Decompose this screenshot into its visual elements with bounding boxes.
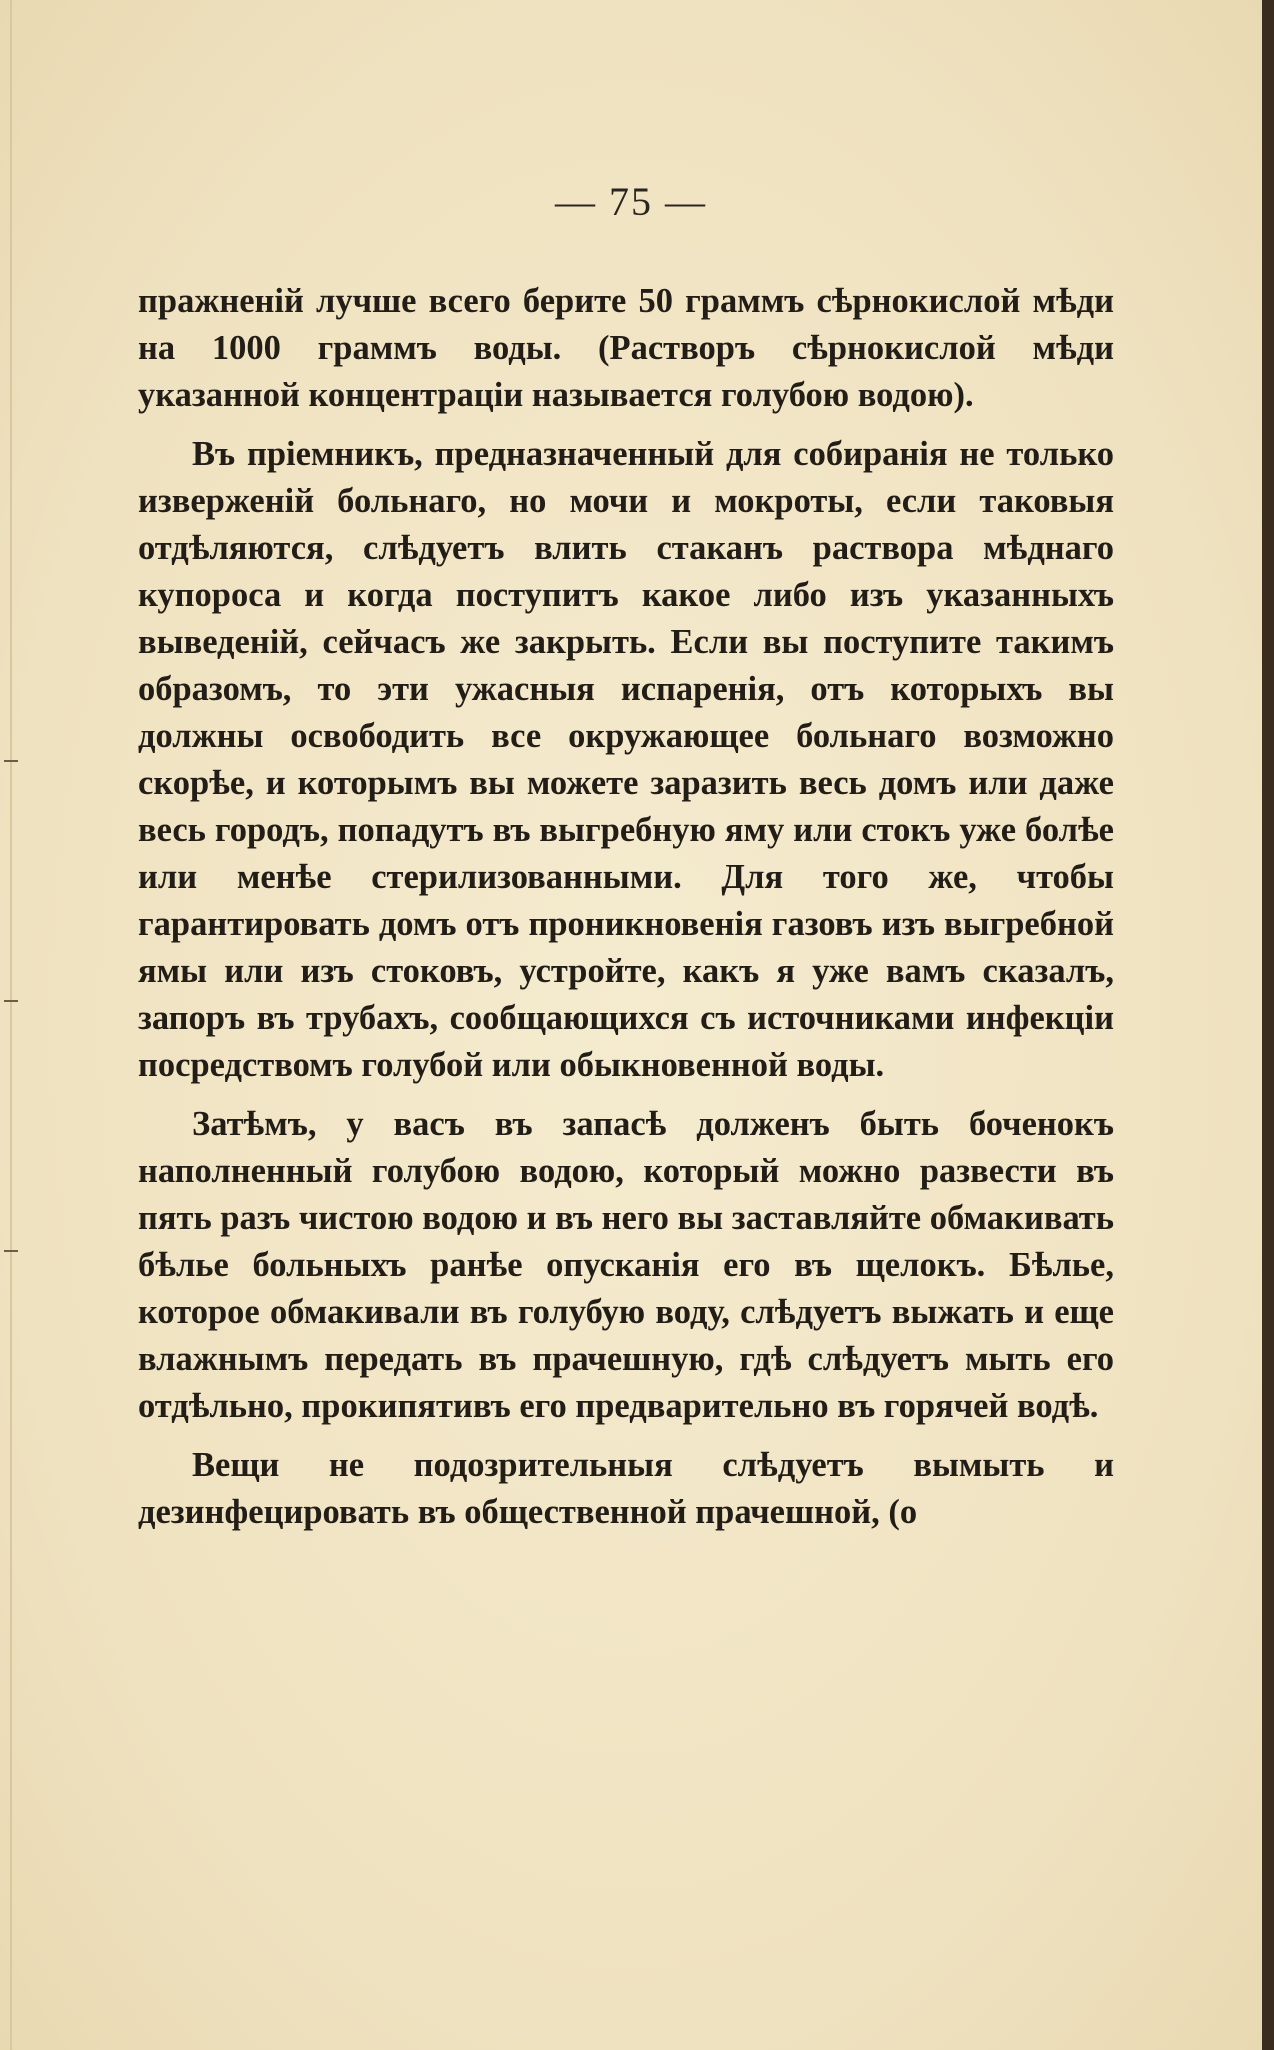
paragraph: Затѣмъ, у васъ въ запасѣ долженъ быть боченокъ наполненный голубою водою, который можно развести въ пять разъ чистою водою и въ него вы заставляйте обмакивать бѣлье больныхъ ранѣе опусканія его въ щелокъ. Бѣлье, которое обмакивали въ голубую воду, слѣдуетъ выжать и еще влажнымъ передать въ прачешную, гдѣ слѣдуетъ мыть его отдѣльно, прокипятивъ его предварительно въ горячей водѣ. bbox=[138, 1105, 1114, 1425]
paragraph: Въ пріемникъ, предназначенный для собиранія не только изверженій больнаго, но мочи и мокроты, если таковыя отдѣляются, слѣдуетъ влить стаканъ раствора мѣднаго купороса и когда поступитъ какое либо изъ указанныхъ выведеній, сейчасъ же закрыть. Если вы поступите такимъ образомъ, то эти ужасныя испаренія, отъ которыхъ вы должны освободить все окружающее больнаго возможно скорѣе, и которымъ вы можете заразить весь домъ или даже весь городъ, попадутъ въ выгребную яму или стокъ уже болѣе или менѣе стерилизованными. Для того же, чтобы гарантировать домъ отъ проникновенія газовъ изъ выгребной ямы или изъ стоковъ, устройте, какъ я уже вамъ сказалъ, запоръ въ трубахъ, сообщающихся съ источниками инфекціи посредствомъ голубой или обыкновенной воды. bbox=[138, 435, 1114, 1084]
margin-mark bbox=[4, 1000, 18, 1002]
binding-line bbox=[10, 0, 12, 2050]
body-text bbox=[138, 278, 1114, 1548]
paragraph: пражненій лучше всего берите 50 граммъ сѣрнокислой мѣди на 1000 граммъ воды. (Растворъ сѣрнокислой мѣди указанной концентраціи называется голубою водою). bbox=[138, 282, 1114, 414]
margin-mark bbox=[4, 760, 18, 762]
page-number: — 75 — bbox=[555, 179, 707, 224]
margin-mark bbox=[4, 1250, 18, 1252]
paragraph: Вещи не подозрительныя слѣдуетъ вымыть и дезинфецировать въ общественной прачешной, (о bbox=[138, 1446, 1114, 1531]
scan-edge bbox=[1262, 0, 1274, 2050]
